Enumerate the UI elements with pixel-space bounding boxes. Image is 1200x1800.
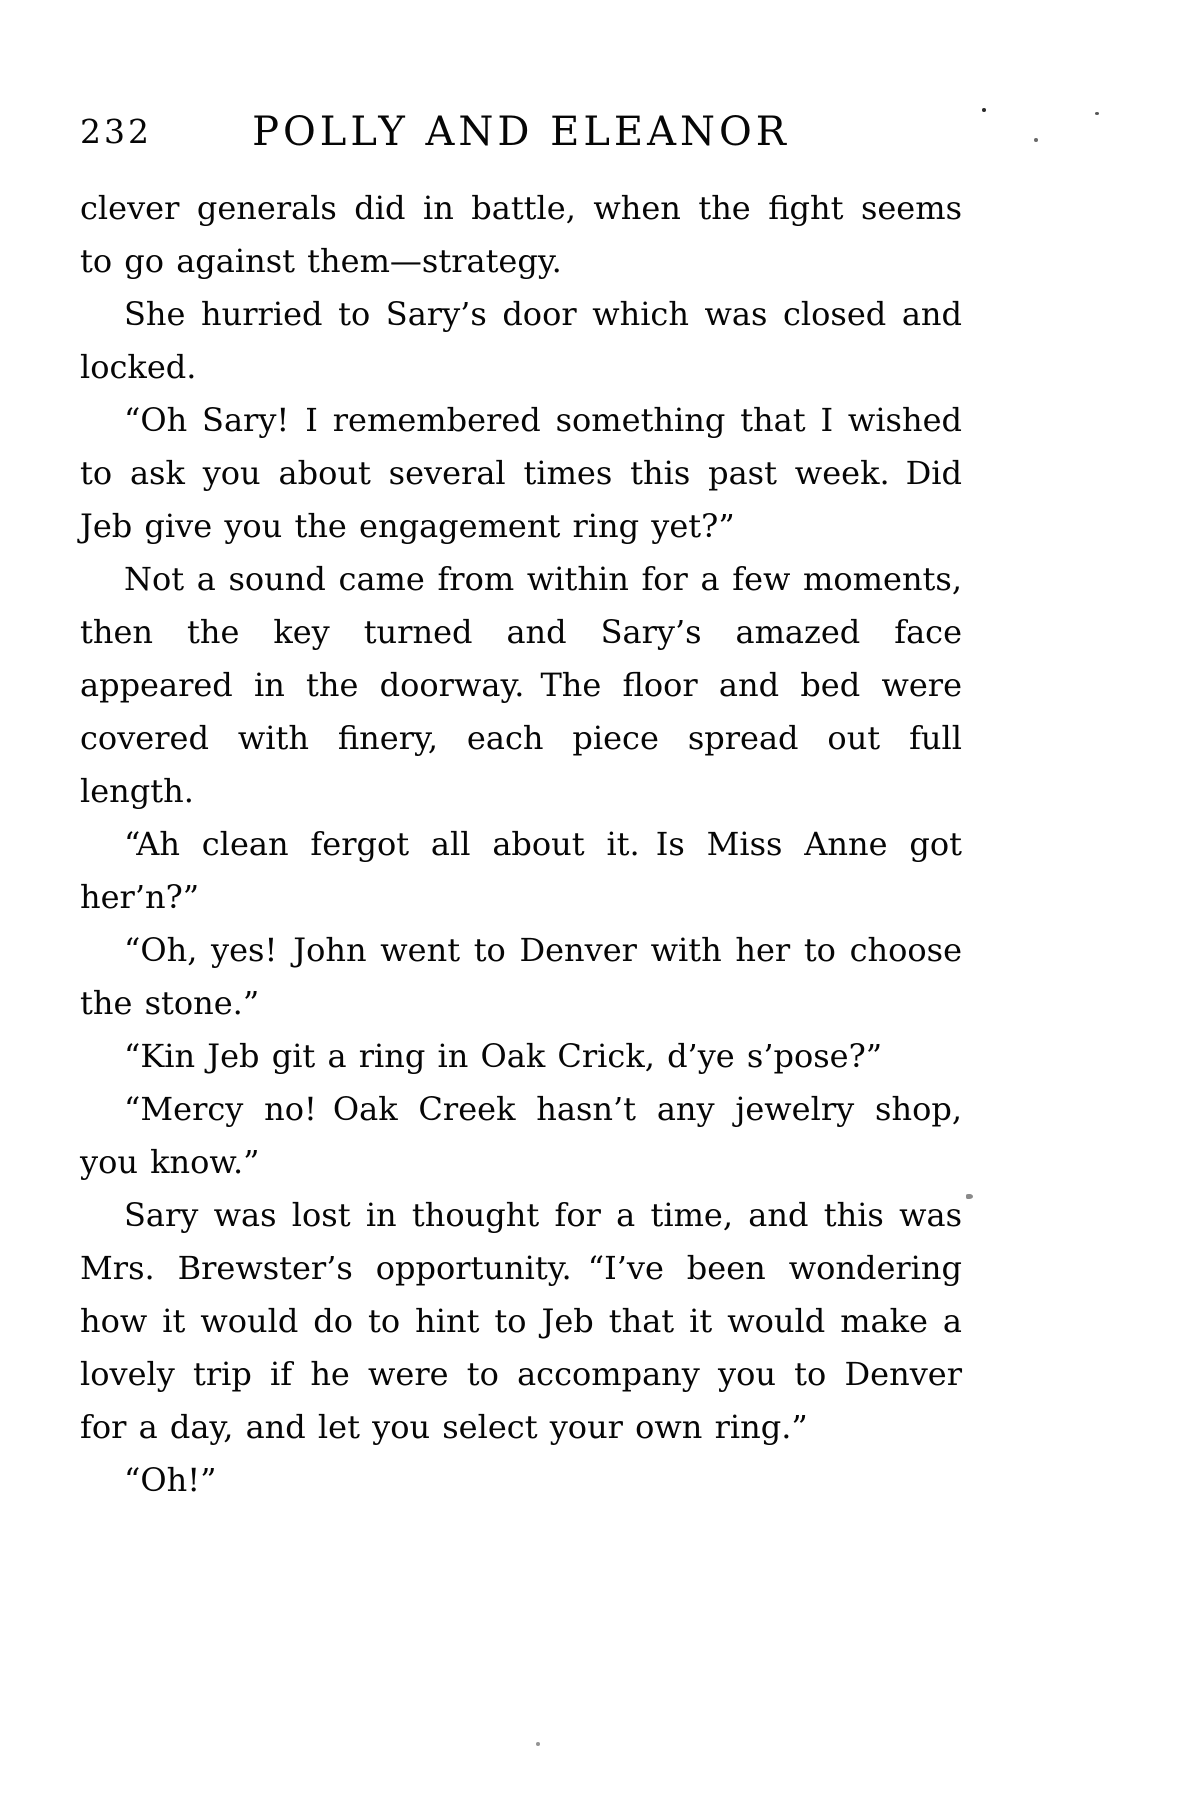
paragraph: “Mercy no! Oak Creek hasn’t any jewelry shop, you know.” (80, 1090, 962, 1181)
scan-speckle (1034, 138, 1038, 142)
paragraph: “Oh Sary! I remembered something that I wished to ask you about several times this past week. Did Jeb give you the engagement ring yet?” (80, 401, 962, 545)
paragraph: Sary was lost in thought for a time, and this was Mrs. Brewster’s opportunity. “I’ve been wondering how it would do to hint to Jeb that it would make a lovely trip if he were to accompany you to Denver for a day, and let you select your own ring.” (80, 1196, 962, 1446)
scan-speckle (982, 108, 986, 112)
paragraph: She hurried to Sary’s door which was closed and locked. (80, 295, 962, 386)
paragraph: “Oh!” (124, 1461, 217, 1499)
text-column (80, 106, 962, 1507)
scan-speckle (966, 1194, 973, 1199)
page-header (80, 106, 962, 158)
paragraph: “Kin Jeb git a ring in Oak Crick, d’ye s’pose?” (124, 1037, 883, 1075)
paragraph: clever generals did in battle, when the fight seems to go against them—strategy. (80, 189, 962, 280)
page-number: 232 (80, 112, 152, 151)
page-body (80, 182, 962, 1507)
paragraph: “Oh, yes! John went to Denver with her to choose the stone.” (80, 931, 962, 1022)
paragraph: Not a sound came from within for a few moments, then the key turned and Sary’s amazed face appeared in the doorway. The floor and bed were covered with finery, each piece spread out full length. (80, 560, 962, 810)
scan-speckle (536, 1742, 540, 1746)
paragraph: “Ah clean fergot all about it. Is Miss Anne got her’n?” (80, 825, 962, 916)
running-title: POLLY AND ELEANOR (252, 109, 790, 155)
scan-speckle (1095, 112, 1099, 115)
